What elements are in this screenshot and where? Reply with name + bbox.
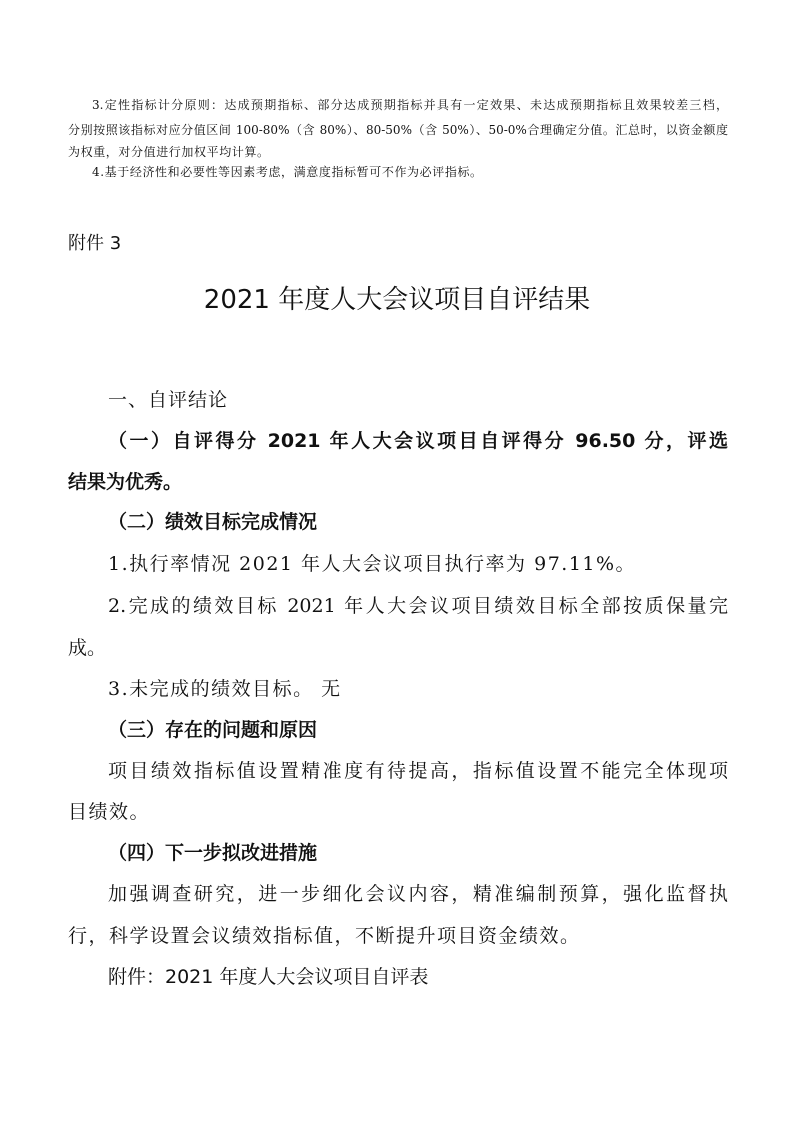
- completed-goals-line-1: 2.完成的绩效目标 2021 年人大会议项目绩效目标全部按质保量完: [108, 595, 728, 617]
- page-title: 2021 年度人大会议项目自评结果: [203, 285, 591, 315]
- note-line-3: 为权重，对分值进行加权平均计算。: [68, 145, 270, 159]
- note-line-1: 3.定性指标计分原则：达成预期指标、部分达成预期指标并具有一定效果、未达成预期指标且效果较差三档，: [92, 98, 728, 112]
- uncompleted-goals-line: 3.未完成的绩效目标。 无: [108, 678, 342, 700]
- score-line-1: （一）自评得分 2021 年人大会议项目自评得分 96.50 分，评选: [108, 430, 728, 452]
- attachment-reference: 附件：2021 年度人大会议项目自评表: [108, 966, 429, 988]
- completed-goals-line-2: 成。: [68, 637, 107, 659]
- problems-line-1: 项目绩效指标值设置精准度有待提高，指标值设置不能完全体现项: [108, 760, 728, 782]
- improvements-line-2: 行，科学设置会议绩效指标值，不断提升项目资金绩效。: [68, 925, 581, 947]
- problems-line-2: 目绩效。: [68, 801, 151, 823]
- improvements-line-1: 加强调查研究，进一步细化会议内容，精准编制预算，强化监督执: [108, 883, 728, 905]
- goals-heading: （二）绩效目标完成情况: [108, 511, 318, 533]
- problems-heading: （三）存在的问题和原因: [108, 719, 318, 741]
- attachment-label: 附件 3: [68, 233, 122, 254]
- note-line-4: 4.基于经济性和必要性等因素考虑，满意度指标暂可不作为必评指标。: [92, 165, 483, 179]
- section-heading-conclusion: 一、自评结论: [108, 389, 229, 411]
- execution-rate-line: 1.执行率情况 2021 年人大会议项目执行率为 97.11%。: [108, 553, 637, 575]
- score-line-2: 结果为优秀。: [68, 471, 183, 493]
- note-line-2: 分别按照该指标对应分值区间 100-80%（含 80%）、80-50%（含 50%）、50-0%合理确定分值。汇总时，以资金额度: [68, 123, 728, 137]
- improvements-heading: （四）下一步拟改进措施: [108, 842, 318, 864]
